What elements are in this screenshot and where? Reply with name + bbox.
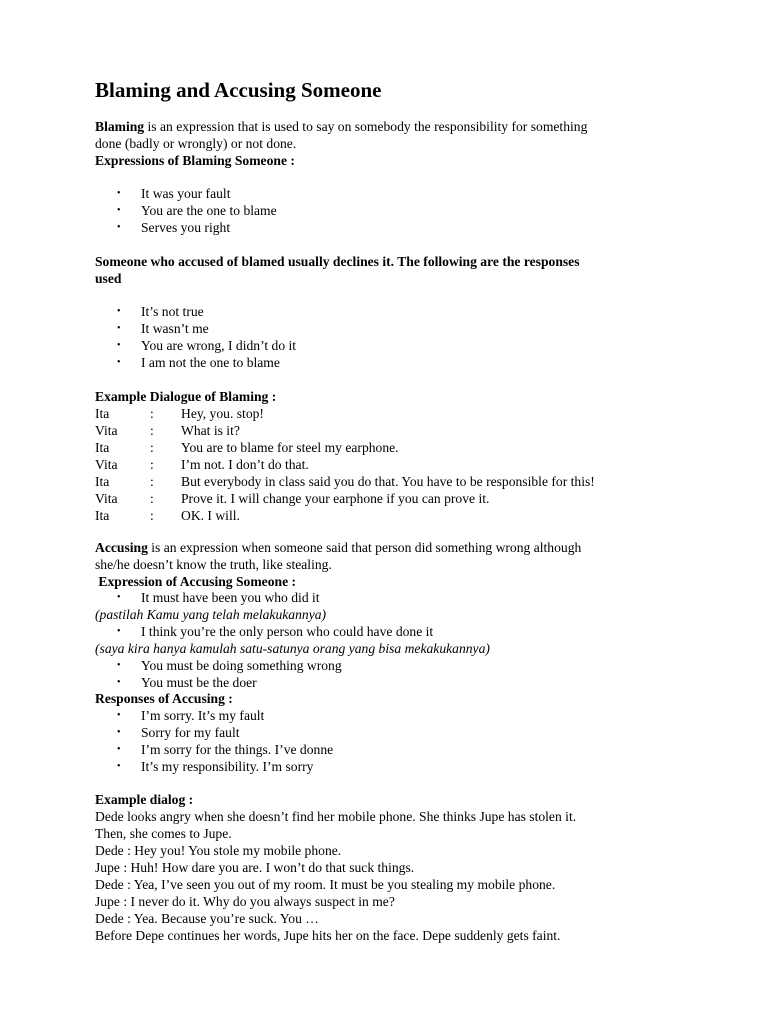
blaming-responses-heading: Someone who accused of blamed usually declines it. The following are the responses used — [95, 254, 580, 286]
bullet-icon: • — [117, 744, 121, 755]
dialogue-text: I’m not. I don’t do that. — [181, 457, 309, 472]
bullet-icon: • — [117, 188, 121, 199]
speaker-name: Ita — [95, 508, 110, 523]
accusing-term: Accusing — [95, 540, 148, 555]
bullet-icon: • — [117, 592, 121, 603]
dialogue-text: But everybody in class said you do that. You have to be responsible for this! — [181, 474, 595, 489]
dialog-line: Jupe : Huh! How dare you are. I won’t do that suck things. — [95, 860, 415, 875]
dialog-line: Dede looks angry when she doesn’t find her mobile phone. She thinks Jupe has stolen it. — [95, 809, 577, 824]
accusing-definition — [95, 539, 581, 590]
bullet-icon: • — [117, 727, 121, 738]
dialog-line: Jupe : I never do it. Why do you always suspect in me? — [95, 894, 395, 909]
bullet-icon: • — [117, 222, 121, 233]
blaming-expressions-heading: Expressions of Blaming Someone : — [95, 153, 295, 168]
dialog-line: Dede : Hey you! You stole my mobile phone. — [95, 843, 342, 858]
speaker-name: Vita — [95, 423, 118, 438]
accusing-responses-heading: Responses of Accusing : — [95, 691, 233, 706]
speaker-name: Ita — [95, 440, 110, 455]
speaker-name: Vita — [95, 457, 118, 472]
dialogue-text: OK. I will. — [181, 508, 240, 523]
blaming-definition-text: is an expression that is used to say on somebody the responsibility for something — [144, 119, 588, 134]
list-item: • You are the one to blame — [117, 203, 277, 218]
dialog-line: Dede : Yea, I’ve seen you out of my room. It must be you stealing my mobile phone. — [95, 877, 556, 892]
translation-note: (saya kira hanya kamulah satu-satunya orang yang bisa mekakukannya) — [95, 641, 490, 656]
accusing-definition-text: is an expression when someone said that person did something wrong although — [147, 540, 582, 555]
list-item: • Serves you right — [117, 220, 231, 235]
dialogue-text: What is it? — [181, 423, 240, 438]
list-item: • It was your fault — [117, 186, 231, 201]
dialog-line: Then, she comes to Jupe. — [95, 826, 232, 841]
bullet-icon: • — [117, 323, 121, 334]
accusing-definition-text-2: she/he doesn’t know the truth, like stealing. — [95, 557, 332, 572]
list-item: • Sorry for my fault — [117, 725, 240, 740]
blaming-definition-text-2: done (badly or wrongly) or not done. — [95, 136, 297, 151]
bullet-icon: • — [117, 357, 121, 368]
list-item: • You must be the doer — [117, 675, 257, 690]
list-item: • I’m sorry for the things. I’ve donne — [117, 742, 334, 757]
bullet-icon: • — [117, 626, 121, 637]
list-item: • It’s not true — [117, 304, 204, 319]
list-item: • You are wrong, I didn’t do it — [117, 338, 297, 353]
dialog-line: Before Depe continues her words, Jupe hits her on the face. Depe suddenly gets faint. — [95, 928, 561, 943]
accusing-expressions-heading: Expression of Accusing Someone : — [95, 574, 297, 589]
dialogue-text: Prove it. I will change your earphone if you can prove it. — [181, 491, 490, 506]
blaming-responses-list — [95, 303, 296, 371]
accusing-responses-list — [95, 707, 333, 775]
bullet-icon: • — [117, 340, 121, 351]
blaming-term: Blaming — [95, 119, 145, 134]
bullet-icon: • — [117, 761, 121, 772]
example-dialog — [95, 808, 576, 944]
bullet-icon: • — [117, 660, 121, 671]
bullet-icon: • — [117, 205, 121, 216]
list-item: • I am not the one to blame — [117, 355, 280, 370]
dialogue-text: You are to blame for steel my earphone. — [181, 440, 399, 455]
dialogue-text: Hey, you. stop! — [181, 406, 264, 421]
list-item: • I’m sorry. It’s my fault — [117, 708, 265, 723]
document-page: Blaming and Accusing Someone Blaming is an expression that is used to say on somebody the responsibility for something done (badly or wrongly) or not done. Expressions of Blaming Someone : • It was your fault • You are the one to blame • Serves you right Someone who accused of blamed usually declines it. The following are the responses used • It’s not true • It wasn’t me • You are wrong, I didn’t do it • I am not the one to blame Example Dialogue of Blaming : Ita : Hey, you. stop! Vita : What is it? Ita : You are to blame for steel my earphone. Vita : I’m not. I don’t do that. Ita : But everybody in class said you do that. You have to be responsible for this! Vita : Prove it. I will change your earphone if you can prove it. Ita : OK. I will. Accusing is an expression when someone said that person did something wrong although she/he doesn’t know the truth, like stealing. Expression of Accusing Someone : • It must have been you who did it (pastilah Kamu yang telah melakukannya) • I think you’re the only person who could have done it (saya kira hanya kamulah satu-satunya orang yang bisa mekakukannya) • You must be doing something wrong • You must be the doer Responses of Accusing : • I’m sorry. It’s my fault • Sorry for my fault • I’m sorry for the things. I’ve donne • It’s my responsibility. I’m sorry Example dialog : Dede looks angry when she doesn’t find her mobile phone. She thinks Jupe has stolen it. Then, she comes to Jupe. Dede : Hey you! You stole my mobile phone. Jupe : Huh! How dare you are. I won’t do that suck things. Dede : Yea, I’ve seen you out of my room. It must be you stealing my mobile phone. Jupe : I never do it. Why do you always suspect in me? Dede : Yea. Because you’re suck. You … Before Depe continues her words, Jupe hits her on the face. Depe suddenly gets faint. — [95, 78, 595, 943]
speaker-name: Vita — [95, 491, 118, 506]
bullet-icon: • — [117, 710, 121, 721]
example-dialog-heading: Example dialog : — [95, 792, 194, 807]
bullet-icon: • — [117, 677, 121, 688]
list-item: • It must have been you who did it — [117, 590, 320, 605]
speaker-name: Ita — [95, 406, 110, 421]
page-title: Blaming and Accusing Someone — [95, 78, 382, 102]
accusing-expressions-list — [95, 623, 433, 640]
blaming-dialogue-heading: Example Dialogue of Blaming : — [95, 389, 277, 404]
translation-note: (pastilah Kamu yang telah melakukannya) — [95, 607, 327, 622]
accusing-expressions-list — [95, 657, 342, 691]
blaming-expressions-list — [95, 185, 277, 236]
list-item: • It’s my responsibility. I’m sorry — [117, 759, 314, 774]
accusing-expressions-list — [95, 589, 320, 606]
dialog-line: Dede : Yea. Because you’re suck. You … — [95, 911, 319, 926]
blaming-definition — [95, 118, 587, 169]
list-item: • You must be doing something wrong — [117, 658, 342, 673]
list-item: • It wasn’t me — [117, 321, 209, 336]
speaker-name: Ita — [95, 474, 110, 489]
bullet-icon: • — [117, 306, 121, 317]
list-item: • I think you’re the only person who could have done it — [117, 624, 434, 639]
